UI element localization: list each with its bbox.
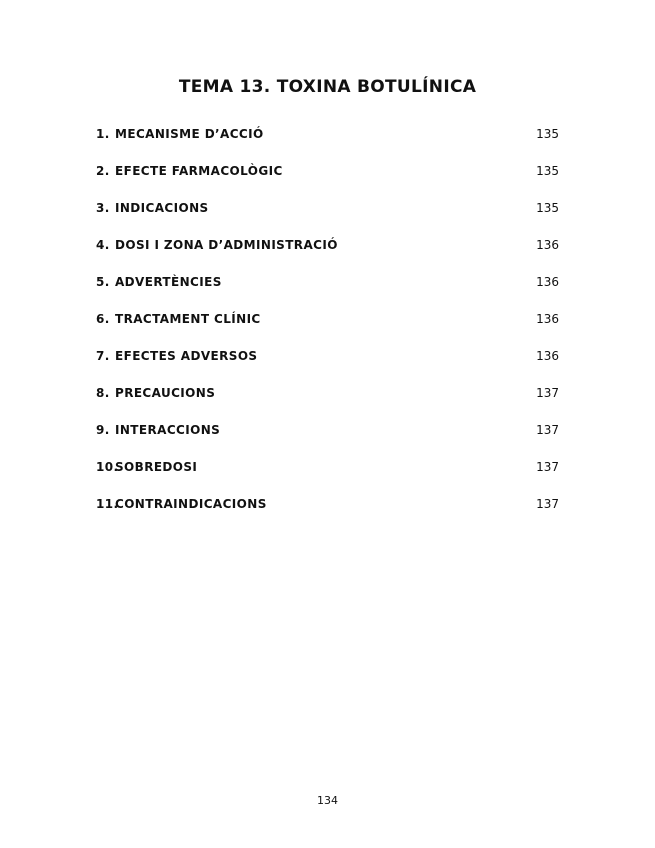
toc-item[interactable] (96, 238, 559, 275)
toc-item-page: 137 (536, 423, 559, 437)
toc-item[interactable] (96, 423, 559, 460)
toc-item-number: 9. (96, 423, 110, 437)
toc-item-page: 136 (536, 312, 559, 326)
toc-item-number: 3. (96, 201, 110, 215)
toc-item-page: 135 (536, 127, 559, 141)
toc-item[interactable] (96, 164, 559, 201)
toc-item-label: PRECAUCIONS (115, 386, 216, 400)
toc-item-number: 6. (96, 312, 110, 326)
toc-item[interactable] (96, 275, 559, 312)
toc-item-label: TRACTAMENT CLÍNIC (115, 312, 261, 326)
toc-item-page: 135 (536, 201, 559, 215)
toc-item[interactable] (96, 349, 559, 386)
toc-item-number: 5. (96, 275, 110, 289)
toc-item-label: INDICACIONS (115, 201, 209, 215)
toc-item-page: 135 (536, 164, 559, 178)
toc-item[interactable] (96, 127, 559, 164)
toc-item-page: 136 (536, 238, 559, 252)
toc-item[interactable] (96, 201, 559, 238)
toc-item-number: 7. (96, 349, 110, 363)
toc-item-label: EFECTES ADVERSOS (115, 349, 258, 363)
toc-item[interactable] (96, 312, 559, 349)
toc-item[interactable] (96, 386, 559, 423)
toc-item[interactable] (96, 497, 559, 534)
toc-item-number: 2. (96, 164, 110, 178)
toc-item-number: 11. (96, 497, 119, 511)
page-number: 134 (317, 794, 338, 807)
page-title: TEMA 13. TOXINA BOTULÍNICA (178, 77, 477, 97)
toc-item-page: 137 (536, 460, 559, 474)
toc-item-number: 1. (96, 127, 110, 141)
toc-item-label: ADVERTÈNCIES (115, 275, 222, 289)
table-of-contents (96, 127, 559, 534)
toc-item-page: 136 (536, 349, 559, 363)
toc-item-page: 137 (536, 386, 559, 400)
toc-item-label: EFECTE FARMACOLÒGIC (115, 164, 283, 178)
toc-item-number: 4. (96, 238, 110, 252)
toc-item-label: INTERACCIONS (115, 423, 221, 437)
toc-item-label: DOSI I ZONA D’ADMINISTRACIÓ (115, 238, 338, 252)
toc-item-number: 8. (96, 386, 110, 400)
toc-item-page: 136 (536, 275, 559, 289)
toc-item-page: 137 (536, 497, 559, 511)
toc-item-label: SOBREDOSI (115, 460, 198, 474)
toc-item-label: CONTRAINDICACIONS (115, 497, 267, 511)
toc-item[interactable] (96, 460, 559, 497)
toc-item-number: 10. (96, 460, 119, 474)
toc-item-label: MECANISME D’ACCIÓ (115, 127, 264, 141)
